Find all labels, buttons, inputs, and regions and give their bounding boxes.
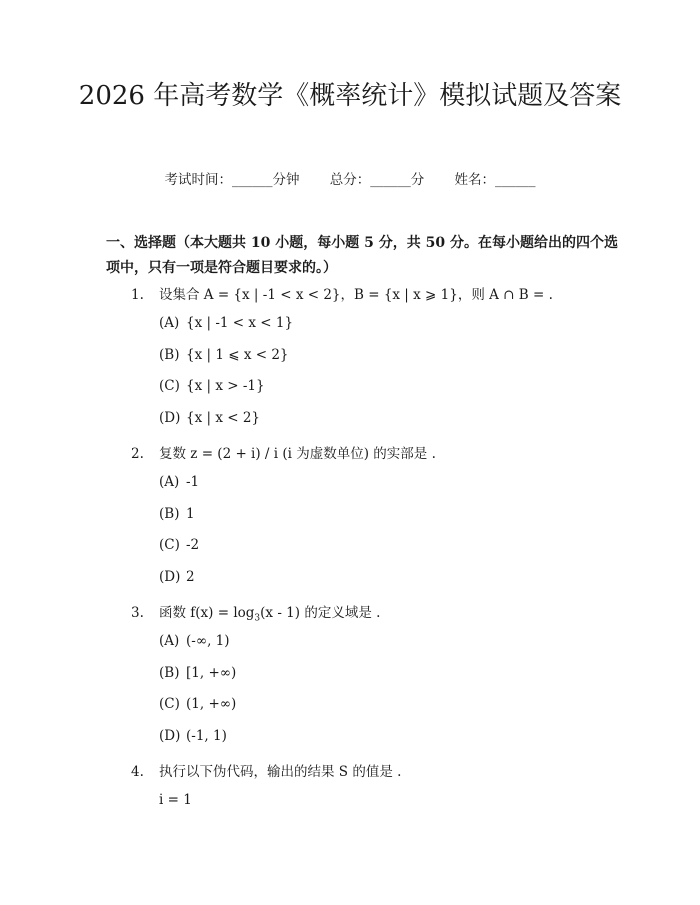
exam-time: 考试时间：______分钟: [164, 172, 300, 188]
option-label: (B): [159, 665, 180, 681]
page-title: 2026 年高考数学《概率统计》模拟试题及答案: [78, 81, 622, 111]
option-label: (B): [159, 347, 180, 363]
option-text: {x | -1 < x < 1}: [186, 315, 294, 331]
question-number: 3.: [131, 605, 144, 621]
question-text-pre: 函数 f(x) = log: [159, 605, 255, 621]
option-text: -1: [186, 474, 200, 490]
log-base: 3: [254, 613, 261, 624]
question-1: [131, 283, 553, 303]
question-text: 复数 z = (2 + i) / i (i 为虚数单位) 的实部是 .: [159, 446, 436, 462]
option-text: 2: [186, 569, 195, 585]
option-text: (1, +∞): [186, 696, 237, 712]
option-label: (B): [159, 506, 180, 522]
section-heading: 一、选择题（本大题共 10 小题，每小题 5 分，共 50 分。在每小题给出的四个选项中，只有一项是符合题目要求的。）: [106, 235, 618, 276]
question-text-post: (x - 1) 的定义域是 .: [260, 605, 381, 621]
option-2d: [159, 569, 195, 585]
question-text: 设集合 A = {x | -1 < x < 2}，B = {x | x ⩾ 1}，则 A ∩ B = .: [159, 287, 553, 303]
question-number: 4.: [131, 764, 144, 780]
option-3a: [159, 633, 230, 649]
option-3d: [159, 728, 227, 744]
option-label: (D): [159, 410, 181, 426]
exam-meta: [0, 168, 700, 188]
question-2: [131, 442, 436, 462]
option-text: [1, +∞): [186, 665, 237, 681]
option-2c: [159, 537, 199, 553]
option-label: (C): [159, 537, 180, 553]
code-line-1: i = 1: [159, 792, 192, 808]
option-text: -2: [186, 537, 200, 553]
question-number: 2.: [131, 446, 144, 462]
option-text: {x | x < 2}: [186, 410, 261, 426]
option-text: (-1, 1): [186, 728, 227, 744]
option-label: (C): [159, 696, 180, 712]
question-text: 执行以下伪代码，输出的结果 S 的值是 .: [159, 764, 402, 780]
option-label: (D): [159, 728, 181, 744]
question-3: [131, 601, 380, 624]
option-2b: [159, 506, 195, 522]
option-label: (C): [159, 378, 180, 394]
option-text: (-∞, 1): [186, 633, 230, 649]
option-3c: [159, 696, 236, 712]
option-text: {x | 1 ⩽ x < 2}: [186, 347, 289, 363]
option-1b: [159, 347, 289, 363]
option-label: (A): [159, 474, 180, 490]
option-label: (D): [159, 569, 181, 585]
option-2a: [159, 474, 199, 490]
option-3b: [159, 665, 236, 681]
student-name: 姓名：______: [454, 172, 536, 188]
option-1c: [159, 378, 265, 394]
option-text: 1: [186, 506, 195, 522]
option-1d: [159, 410, 260, 426]
option-1a: [159, 315, 293, 331]
question-4: [131, 760, 401, 780]
option-label: (A): [159, 633, 180, 649]
exam-score: 总分：______分: [329, 172, 425, 188]
option-text: {x | x > -1}: [186, 378, 265, 394]
question-number: 1.: [131, 287, 144, 303]
option-label: (A): [159, 315, 180, 331]
